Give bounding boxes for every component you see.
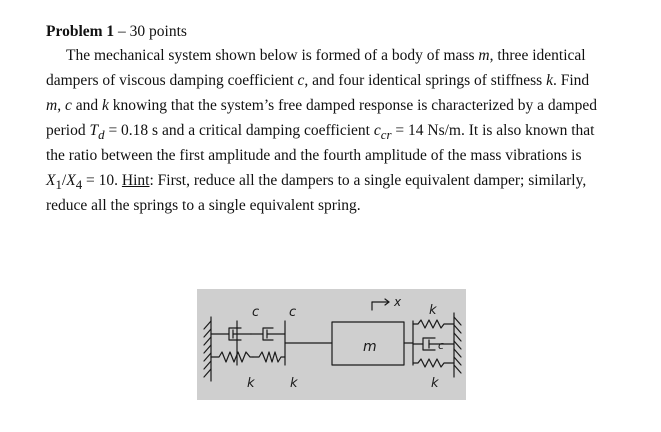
spring-left-2 bbox=[253, 352, 285, 362]
label-k-mid: k bbox=[290, 376, 298, 391]
statement-line-7: reduce all the springs to a single equivalent spring. bbox=[46, 197, 361, 214]
statement-line-5: the ratio between the first amplitude and the fourth amplitude of the mass vibrations is bbox=[46, 147, 582, 164]
label-k-left: k bbox=[247, 376, 255, 391]
left-wall bbox=[204, 317, 211, 381]
label-mass-m: m bbox=[363, 339, 377, 355]
label-c-right: c bbox=[438, 339, 445, 352]
mass-spring-damper-diagram bbox=[197, 289, 466, 400]
statement-line-6: $X_1/X_4 = 10$. Hint: First, reduce all the dampers to a single equivalent damper; similarly, bbox=[46, 172, 587, 193]
problem-heading bbox=[46, 22, 187, 42]
statement-line-2: dampers of viscous damping coefficient c, and four identical springs of stiffness k. Find bbox=[46, 72, 590, 89]
var-c: c bbox=[297, 72, 305, 89]
label-c-left: c bbox=[252, 305, 260, 320]
spring-left-1 bbox=[211, 352, 253, 362]
statement-line-1: The mechanical system shown below is formed of a body of mass m, three identical bbox=[66, 47, 586, 64]
mechanical-system-figure bbox=[197, 289, 466, 400]
damper-left-2 bbox=[251, 328, 285, 340]
var-m: m bbox=[478, 47, 490, 64]
hint-label: Hint bbox=[121, 172, 150, 189]
problem-points: 30 points bbox=[129, 23, 187, 40]
label-k-top-right: k bbox=[429, 303, 437, 318]
heading-dash: – bbox=[114, 23, 130, 40]
label-x: x bbox=[394, 295, 402, 309]
spring-right-top bbox=[413, 320, 454, 328]
var-ccr: c bbox=[373, 122, 381, 139]
damper-right bbox=[413, 338, 454, 350]
var-Td: T bbox=[89, 122, 99, 139]
spring-right-bottom bbox=[413, 359, 454, 367]
label-k-bottom-right: k bbox=[431, 376, 439, 391]
x-arrow bbox=[372, 299, 389, 310]
var-k: k bbox=[546, 72, 553, 89]
problem-title: Problem 1 bbox=[46, 23, 115, 40]
statement-line-4: period $T_d = 0.18$ s and a critical damping coefficient $c_{cr} = 14$ Ns/m. It is also known that bbox=[46, 122, 595, 143]
label-c-mid: c bbox=[289, 305, 297, 320]
damper-left-1 bbox=[211, 328, 251, 340]
statement-line-3: m, c and k knowing that the system’s free damped response is characterized by a damped bbox=[46, 97, 597, 114]
right-wall bbox=[454, 313, 461, 377]
